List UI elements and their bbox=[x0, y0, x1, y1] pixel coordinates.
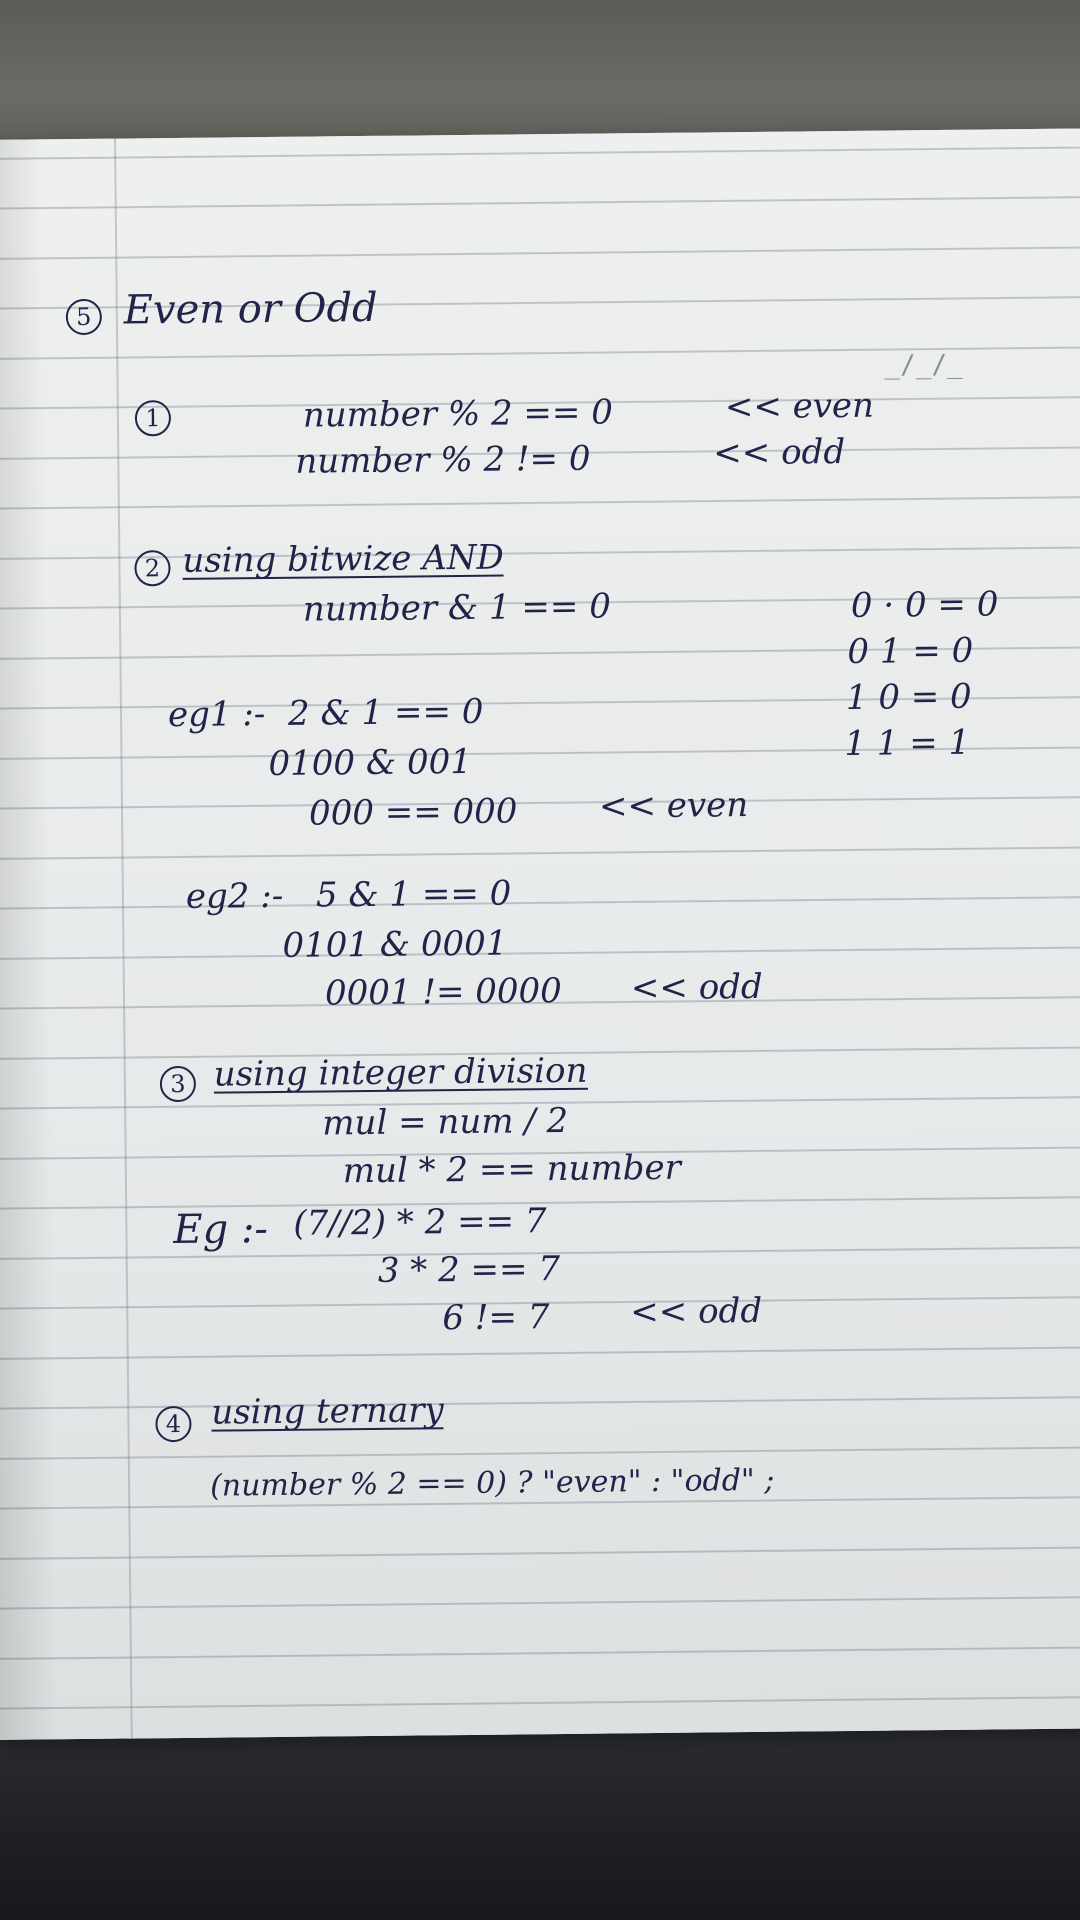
eg2-expr: 5 & 1 == 0 bbox=[315, 873, 512, 916]
eg2-bits: 0101 & 0001 bbox=[282, 923, 508, 966]
method2-expr: number & 1 == 0 bbox=[302, 586, 612, 630]
heading-number: 5 bbox=[66, 299, 102, 335]
method3-eg-note: << odd bbox=[630, 1290, 763, 1333]
method4-expr: (number % 2 == 0) ? "even" : "odd" ; bbox=[209, 1462, 775, 1504]
table-surface bbox=[0, 1720, 1080, 1920]
method3-title: using integer division bbox=[213, 1050, 588, 1095]
truth-table-row-3: 1 0 = 0 bbox=[845, 676, 972, 718]
eg2-label: eg2 :- bbox=[185, 875, 284, 917]
method3-eg-label: Eg :- bbox=[173, 1206, 269, 1254]
method3-number: 3 bbox=[160, 1066, 196, 1102]
notebook-page bbox=[0, 128, 1080, 1740]
truth-table-row-1: 0 · 0 = 0 bbox=[850, 584, 999, 626]
method1-line2: number % 2 != 0 bbox=[295, 438, 591, 482]
margin-line bbox=[114, 139, 133, 1739]
eg1-expr: 2 & 1 == 0 bbox=[287, 691, 484, 734]
method2-number: 2 bbox=[134, 550, 170, 586]
date-placeholder: _/_/_ bbox=[884, 349, 963, 381]
page-edge-shadow bbox=[0, 139, 59, 1740]
eg1-result: 000 == 000 bbox=[308, 791, 518, 834]
method3-eg-line2: 3 * 2 == 7 bbox=[377, 1249, 561, 1291]
eg1-bits: 0100 & 001 bbox=[268, 741, 473, 785]
method1-line1: number % 2 == 0 bbox=[302, 392, 614, 436]
eg2-note: << odd bbox=[630, 966, 763, 1009]
method3-line1: mul = num / 2 bbox=[322, 1100, 569, 1144]
method3-line2: mul * 2 == number bbox=[342, 1147, 682, 1192]
method4-number: 4 bbox=[155, 1406, 191, 1442]
method4-title: using ternary bbox=[211, 1390, 444, 1433]
truth-table-row-2: 0 1 = 0 bbox=[847, 630, 974, 672]
method3-eg-line1: (7//2) * 2 == 7 bbox=[293, 1201, 547, 1244]
heading-title: Even or Odd bbox=[123, 284, 378, 334]
method3-eg-line3: 6 != 7 bbox=[442, 1297, 550, 1339]
eg2-result: 0001 != 0000 bbox=[324, 970, 562, 1014]
eg1-note: << even bbox=[598, 785, 749, 827]
eg1-label: eg1 :- bbox=[167, 694, 266, 736]
truth-table-row-4: 1 1 = 1 bbox=[844, 722, 971, 765]
method2-title: using bitwize AND bbox=[182, 537, 504, 581]
method1-number: 1 bbox=[135, 400, 171, 436]
method1-line1-note: << even bbox=[724, 385, 875, 428]
method1-line2-note: << odd bbox=[713, 431, 846, 474]
